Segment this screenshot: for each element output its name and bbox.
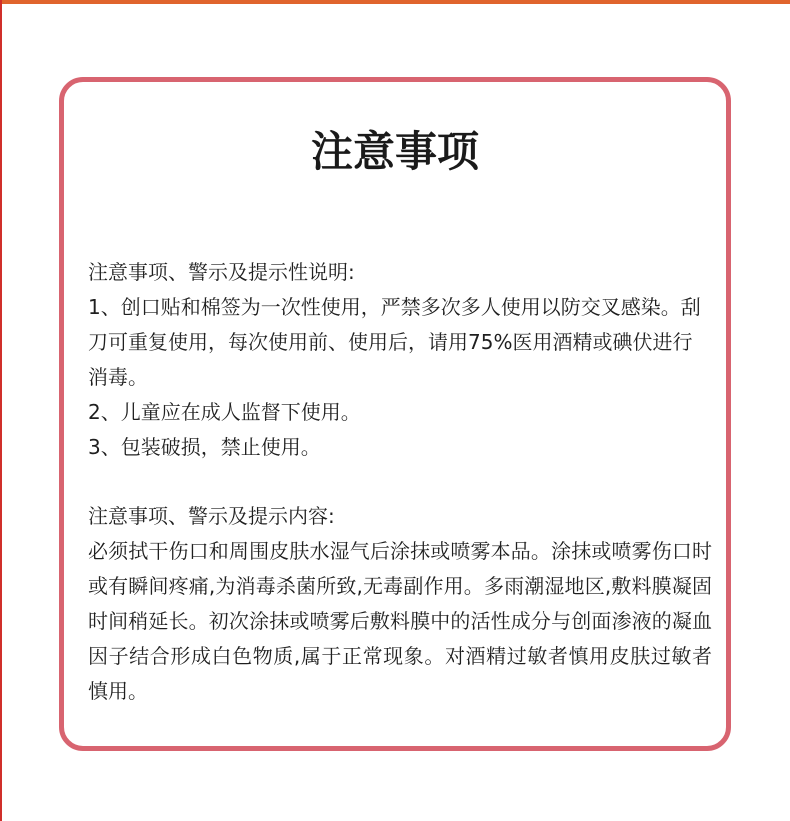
usage-note-item: 2、儿童应在成人监督下使用。 — [88, 400, 361, 424]
warning-content-section — [88, 499, 712, 709]
usage-notes-heading: 注意事项、警示及提示性说明: — [88, 260, 355, 284]
notice-card — [59, 77, 731, 751]
usage-notes-section — [88, 255, 712, 465]
warning-content-body: 必须拭干伤口和周围皮肤水湿气后涂抹或喷雾本品。涂抹或喷雾伤口时或有瞬间疼痛,为消毒杀菌所致,无毒副作用。多雨潮湿地区,敷料膜凝固时间稍延长。初次涂抹或喷雾后敷料膜中的活性成分与创面渗液的凝血因子结合形成白色物质,属于正常现象。对酒精过敏者慎用皮肤过敏者慎用。 — [88, 539, 712, 703]
usage-note-item: 3、包装破损，禁止使用。 — [88, 435, 321, 459]
left-edge-line — [0, 0, 2, 821]
usage-note-item: 1、创口贴和棉签为一次性使用，严禁多次多人使用以防交叉感染。刮刀可重复使用，每次使用前、使用后，请用75%医用酒精或碘伏进行消毒。 — [88, 295, 701, 389]
warning-content-heading: 注意事项、警示及提示内容: — [88, 504, 335, 528]
top-accent-bar — [0, 0, 790, 4]
card-title: 注意事项 — [310, 127, 479, 176]
